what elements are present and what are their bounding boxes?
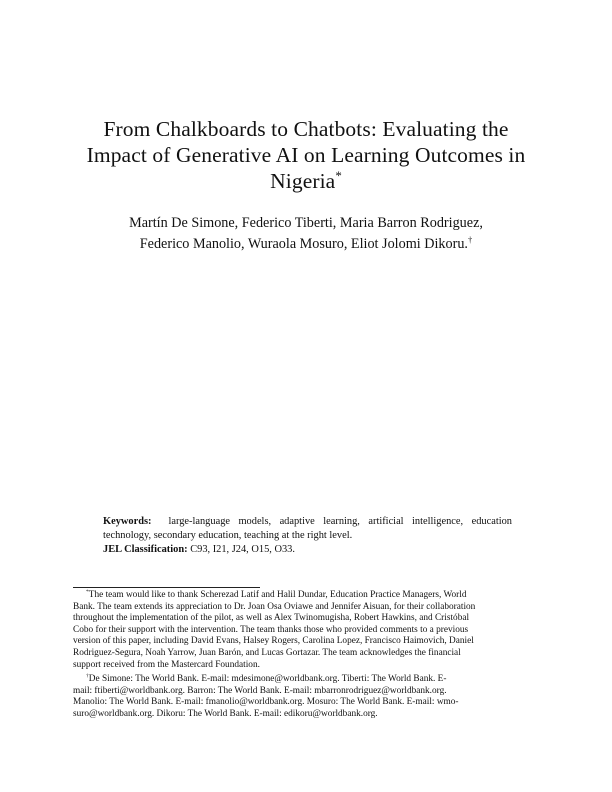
footnote-1-line-1-text: The team would like to thank Scherezad Latif and Halil Dundar, Education Practice Managers, World: [88, 590, 467, 600]
title-line-3: [60, 168, 552, 194]
footnote-1-line-5: version of this paper, including David Evans, Halsey Rogers, Carolina Lopez, Francisco Haimovich, Daniel: [73, 636, 474, 647]
jel-label: JEL Classification:: [103, 544, 188, 556]
footnote-rule: [73, 587, 260, 588]
footnote-2-mark: †: [86, 672, 89, 679]
footnote-1-line-1: [73, 590, 541, 602]
keywords-text: large-language models, adaptive learning, artificial intelligence, education technology, secondary education, teaching at the right level.: [103, 516, 512, 542]
footnote-1-line-3: throughout the implementation of the pilot, as well as Alex Twinomugisha, Robert Hawkins, and Cristóbal: [73, 613, 470, 624]
title-line-2: Impact of Generative AI on Learning Outcomes in: [86, 143, 526, 167]
title-line-3-text: Nigeria: [270, 169, 336, 193]
keywords-label: Keywords:: [103, 516, 152, 527]
footnote-1-line-4: Cobo for their support with the intervention. The team thanks those who provided comments to a previous: [73, 624, 469, 635]
footnote-1-line-6: Rodriguez-Segura, Noah Yarrow, Juan Barón, and Lucas Gortazar. The team acknowledges the financial: [73, 647, 461, 658]
keywords-block: [103, 515, 512, 558]
keywords-line: [103, 515, 512, 543]
footnote-1-line-2: Bank. The team extends its appreciation to Dr. Joan Osa Oviawe and Jennifer Aisuan, for their collaboration: [73, 601, 476, 612]
jel-line: [103, 543, 512, 557]
footnote-1-line-7: support received from the Mastercard Foundation.: [73, 659, 260, 670]
footnote-2: [73, 674, 541, 720]
footnote-2-line-4: suro@worldbank.org. Dikoru: The World Bank. E-mail: edikoru@worldbank.org.: [73, 708, 378, 719]
jel-text: C93, I21, J24, O15, O33.: [190, 544, 295, 556]
paper-title: [60, 116, 552, 194]
footnote-1-mark: *: [86, 588, 89, 595]
title-line-1: From Chalkboards to Chatbots: Evaluating the: [103, 117, 509, 141]
footnote-2-line-2: mail: ftiberti@worldbank.org. Barron: The World Bank. E-mail: mbarronrodriguez@worldbank.org.: [73, 685, 447, 696]
title-footnote-mark: *: [335, 168, 342, 183]
author-list: [60, 213, 552, 255]
footnote-2-line-3: Manolio: The World Bank. E-mail: fmanolio@worldbank.org. Mosuro: The World Bank. E-mail: wmo-: [73, 697, 459, 708]
authors-line-2: [60, 234, 552, 255]
footnote-1: [73, 590, 541, 671]
footnote-2-line-1-text: De Simone: The World Bank. E-mail: mdesimone@worldbank.org. Tiberti: The World Bank. E-: [88, 674, 447, 684]
authors-line-2-text: Federico Manolio, Wuraola Mosuro, Eliot Jolomi Dikoru.: [139, 236, 468, 252]
authors-line-1: Martín De Simone, Federico Tiberti, Maria Barron Rodriguez,: [129, 215, 483, 231]
authors-footnote-mark: †: [467, 234, 473, 245]
footnote-2-line-1: [73, 674, 541, 686]
